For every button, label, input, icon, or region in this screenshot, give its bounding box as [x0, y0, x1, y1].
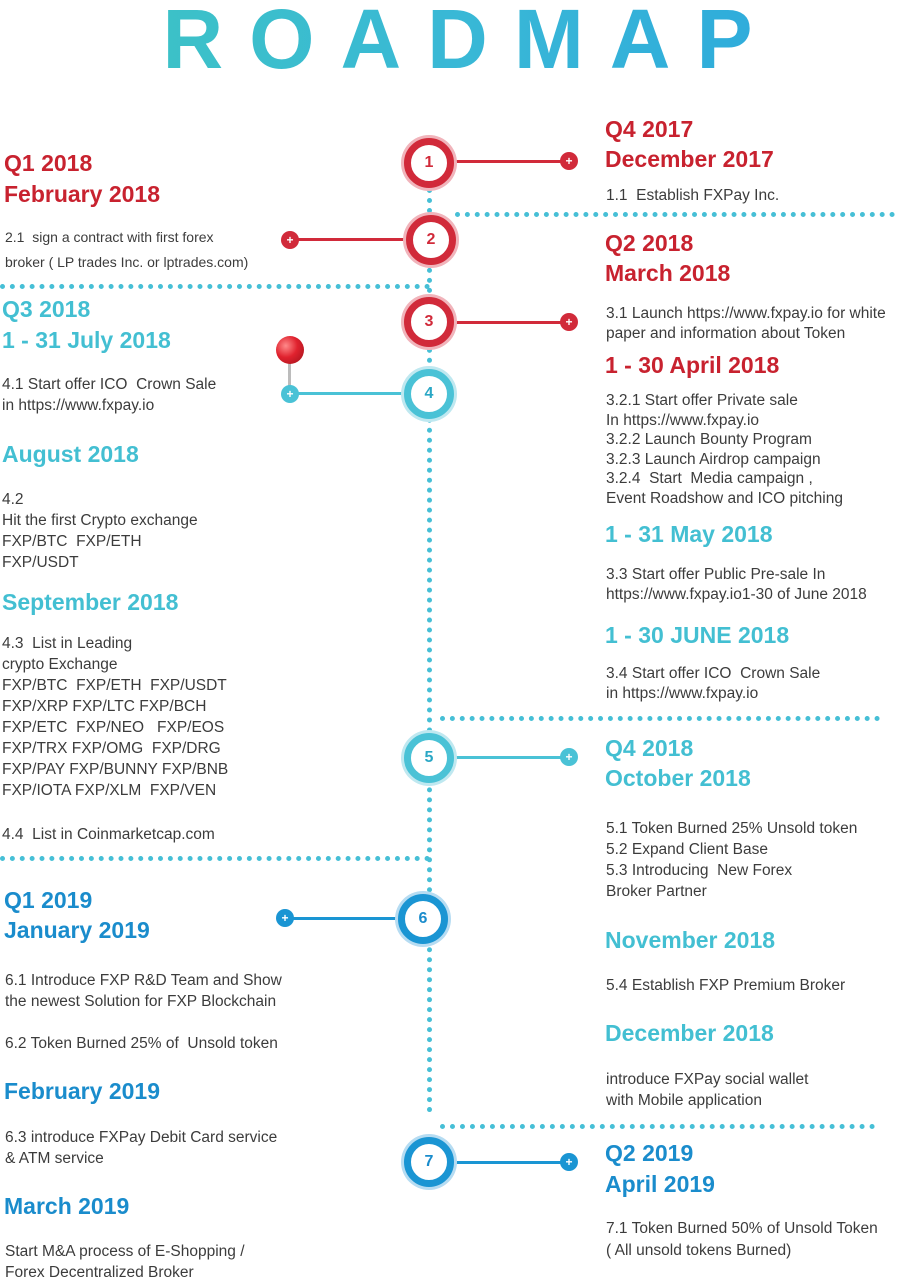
milestone-subtext: 4.2 Hit the first Crypto exchange FXP/BTC FXP/ETH FXP/USDT — [2, 491, 198, 571]
milestone-period: Q1 2019 — [4, 887, 93, 913]
milestone-node-6: 6 — [398, 894, 448, 944]
connector-line — [292, 917, 402, 920]
milestone-text: 2.1 sign a contract with first forex broker ( LP trades Inc. or lptrades.com) — [5, 229, 249, 270]
milestone-date: 1 - 31 July 2018 — [2, 327, 171, 353]
milestone-text: 3.1 Launch https://www.fxpay.io for white paper and information about Token — [606, 305, 886, 342]
milestone-subtext: 6.3 introduce FXPay Debit Card service & ATM service — [5, 1129, 278, 1167]
milestone-node-7: 7 — [404, 1137, 454, 1187]
milestone-period: Q4 2017 — [605, 116, 694, 142]
divider-line — [440, 716, 880, 721]
milestone-text: 5.1 Token Burned 25% Unsold token 5.2 Expand Client Base 5.3 Introducing New Forex Broker Partner — [606, 820, 858, 900]
milestone-subtext: 4.3 List in Leading crypto Exchange FXP/BTC FXP/ETH FXP/USDT FXP/XRP FXP/LTC FXP/BCH FXP/ETC FXP/NEO FXP/EOS FXP/TRX FXP/OMG FXP/DRG FXP/PAY FXP/BUNNY FXP/BNB FXP/IOTA FXP/XLM FXP/VEN — [2, 635, 229, 799]
milestone-subtext: Start M&A process of E-Shopping / Forex Decentralized Broker — [5, 1243, 245, 1281]
plus-icon: + — [560, 748, 578, 766]
milestone-subtext: 3.2.1 Start offer Private sale In https://www.fxpay.io 3.2.2 Launch Bounty Program 3.2.3 Launch Airdrop campaign 3.2.4 Start Media campaign , Event Roadshow and ICO pitching — [606, 392, 843, 507]
connector-line — [292, 238, 412, 241]
milestone-subdate: August 2018 — [2, 441, 139, 467]
milestone-node-1: 1 — [404, 138, 454, 188]
milestone-date: February 2018 — [4, 181, 160, 207]
plus-icon: + — [281, 231, 299, 249]
milestone-period: Q2 2019 — [605, 1140, 694, 1166]
milestone-date: April 2019 — [605, 1171, 715, 1197]
milestone-subtext: 5.4 Establish FXP Premium Broker — [606, 977, 846, 994]
milestone-period: Q3 2018 — [2, 296, 91, 322]
milestone-date: January 2019 — [4, 917, 150, 943]
milestone-node-3: 3 — [404, 297, 454, 347]
divider-line — [455, 212, 895, 217]
milestone-text: 4.1 Start offer ICO Crown Sale in https://www.fxpay.io — [2, 376, 217, 414]
divider-line — [0, 284, 430, 289]
milestone-period: Q1 2018 — [4, 150, 93, 176]
milestone-subtext: 3.4 Start offer ICO Crown Sale in https://www.fxpay.io — [606, 665, 821, 702]
milestone-subtext: 4.4 List in Coinmarketcap.com — [2, 826, 215, 843]
milestone-subdate: November 2018 — [605, 927, 776, 953]
connector-line — [452, 1161, 567, 1164]
milestone-subdate: 1 - 31 May 2018 — [605, 521, 773, 547]
milestone-date: December 2017 — [605, 146, 774, 172]
connector-line — [450, 321, 568, 324]
milestone-subtext: introduce FXPay social wallet with Mobile application — [606, 1071, 809, 1109]
milestone-subdate: 1 - 30 April 2018 — [605, 352, 780, 378]
map-pin-icon — [276, 336, 304, 364]
connector-line — [452, 160, 567, 163]
divider-line — [0, 856, 430, 861]
plus-icon: + — [276, 909, 294, 927]
milestone-date: March 2018 — [605, 260, 731, 286]
milestone-period: Q4 2018 — [605, 735, 694, 761]
milestone-text-2: 6.2 Token Burned 25% of Unsold token — [5, 1035, 278, 1052]
plus-icon: + — [281, 385, 299, 403]
milestone-subdate: 1 - 30 JUNE 2018 — [605, 622, 790, 648]
milestone-subdate: December 2018 — [605, 1020, 774, 1046]
milestone-subdate: March 2019 — [4, 1193, 130, 1219]
plus-icon: + — [560, 313, 578, 331]
milestone-node-2: 2 — [406, 215, 456, 265]
connector-line — [452, 756, 567, 759]
plus-icon: + — [560, 1153, 578, 1171]
milestone-date: October 2018 — [605, 765, 751, 791]
milestone-text: 1.1 Establish FXPay Inc. — [606, 187, 780, 204]
milestone-node-4: 4 — [404, 369, 454, 419]
milestone-subdate: February 2019 — [4, 1078, 160, 1104]
plus-icon: + — [560, 152, 578, 170]
roadmap-title: ROADMAP — [0, 0, 915, 84]
milestone-node-5: 5 — [404, 733, 454, 783]
milestone-subdate: September 2018 — [2, 589, 179, 615]
milestone-subtext: 3.3 Start offer Public Pre-sale In https://www.fxpay.io1-30 of June 2018 — [606, 566, 867, 603]
milestone-text: 6.1 Introduce FXP R&D Team and Show the newest Solution for FXP Blockchain — [5, 972, 282, 1010]
connector-line — [292, 392, 412, 395]
milestone-text: 7.1 Token Burned 50% of Unsold Token ( All unsold tokens Burned) — [606, 1220, 878, 1259]
divider-line — [440, 1124, 875, 1129]
milestone-period: Q2 2018 — [605, 230, 694, 256]
